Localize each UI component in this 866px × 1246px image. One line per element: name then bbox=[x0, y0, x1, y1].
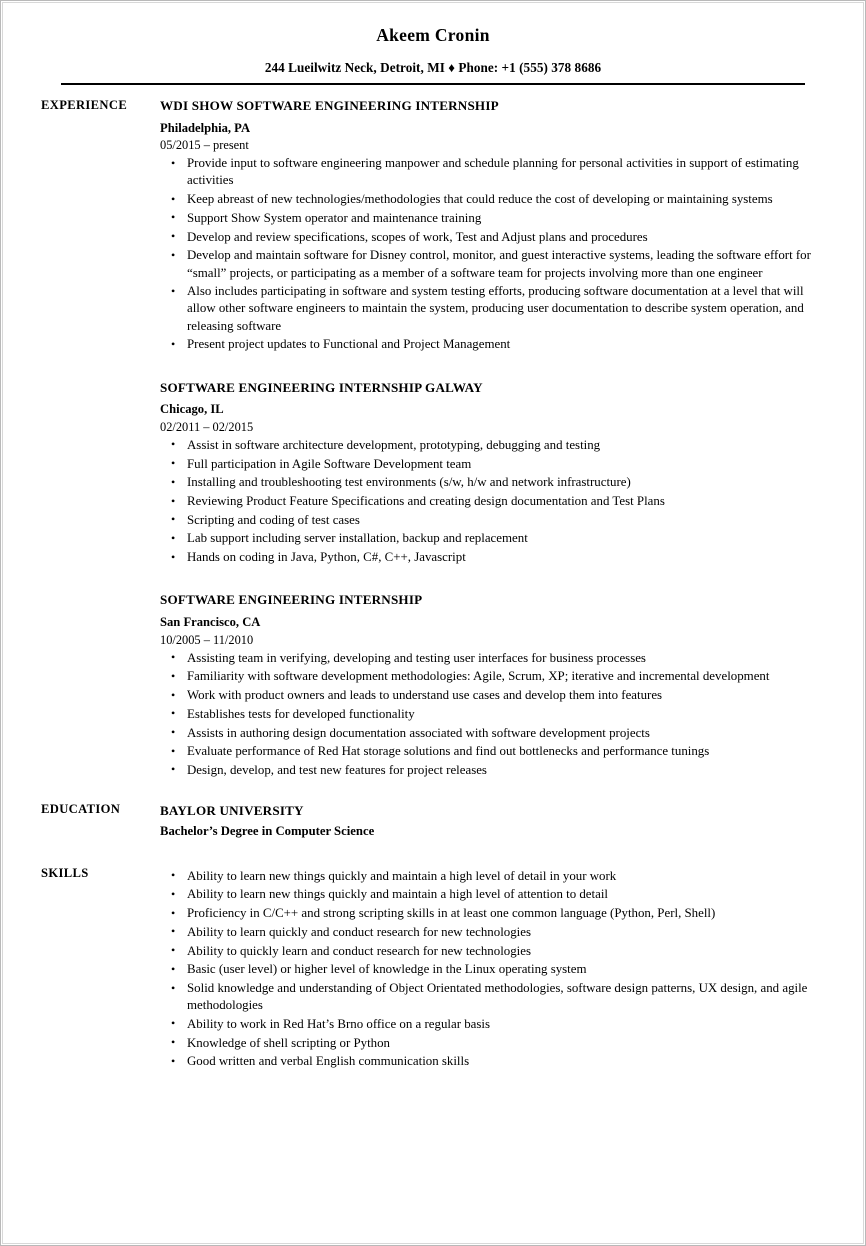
list-item: • Reviewing Product Feature Specifications and creating design documentation and Test Plans bbox=[160, 493, 835, 510]
education-degree: Bachelor’s Degree in Computer Science bbox=[160, 824, 375, 839]
list-item: • Assisting team in verifying, developing and testing user interfaces for business processes bbox=[160, 650, 835, 667]
job-location: Chicago, IL bbox=[160, 402, 224, 417]
job-responsibility-list bbox=[160, 650, 835, 780]
list-item: • Work with product owners and leads to understand use cases and develop them into features bbox=[160, 687, 835, 704]
list-item: • Familiarity with software development methodologies: Agile, Scrum, XP; iterative and incremental development bbox=[160, 668, 835, 685]
page-border bbox=[2, 2, 864, 1244]
education-section bbox=[3, 802, 863, 840]
skills-section bbox=[3, 866, 863, 1071]
list-item: • Ability to learn quickly and conduct research for new technologies bbox=[160, 924, 835, 941]
list-item: • Evaluate performance of Red Hat storage solutions and find out bottlenecks and performance tunings bbox=[160, 743, 835, 760]
job-entry bbox=[160, 380, 835, 567]
list-item: • Full participation in Agile Software Development team bbox=[160, 456, 835, 473]
candidate-contact-line: 244 Lueilwitz Neck, Detroit, MI ♦ Phone: +1 (555) 378 8686 bbox=[264, 60, 602, 75]
header-divider-rule bbox=[61, 83, 805, 85]
list-item: • Good written and verbal English communication skills bbox=[160, 1053, 835, 1070]
list-item: • Proficiency in C/C++ and strong scripting skills in at least one common language (Python, Perl, Shell) bbox=[160, 905, 835, 922]
list-item: • Support Show System operator and maintenance training bbox=[160, 210, 835, 227]
skills-label-column bbox=[3, 866, 160, 881]
job-dates: 05/2015 – present bbox=[160, 138, 249, 153]
job-location: Philadelphia, PA bbox=[160, 120, 251, 135]
resume-header bbox=[3, 3, 863, 76]
job-dates: 10/2005 – 11/2010 bbox=[160, 632, 254, 647]
experience-body-column bbox=[160, 98, 863, 779]
list-item: • Develop and review specifications, scopes of work, Test and Adjust plans and procedures bbox=[160, 229, 835, 246]
list-item: • Develop and maintain software for Disney control, monitor, and guest interactive systems, leading the software effort for “small” projects, or participating as a member of a software team for projects involving more than one engineer bbox=[160, 247, 835, 281]
job-dates: 02/2011 – 02/2015 bbox=[160, 419, 254, 434]
list-item: • Ability to work in Red Hat’s Brno office on a regular basis bbox=[160, 1016, 835, 1033]
list-item: • Ability to quickly learn and conduct research for new technologies bbox=[160, 943, 835, 960]
list-item: • Hands on coding in Java, Python, C#, C++, Javascript bbox=[160, 549, 835, 566]
candidate-name: Akeem Cronin bbox=[376, 25, 490, 45]
list-item: • Ability to learn new things quickly and maintain a high level of attention to detail bbox=[160, 886, 835, 903]
list-item: • Assists in authoring design documentation associated with software development projects bbox=[160, 725, 835, 742]
list-item: • Also includes participating in software and system testing efforts, producing software documentation at a level that will allow other software engineers to maintain the system, producing user documentation to describe system operation, and releasing software bbox=[160, 283, 835, 335]
education-school: BAYLOR UNIVERSITY bbox=[160, 803, 304, 819]
list-item: • Provide input to software engineering manpower and schedule planning for personal activities in support of estimating activities bbox=[160, 155, 835, 189]
list-item: • Establishes tests for developed functionality bbox=[160, 706, 835, 723]
section-label-education: EDUCATION bbox=[41, 802, 121, 817]
job-title: SOFTWARE ENGINEERING INTERNSHIP bbox=[160, 592, 423, 608]
list-item: • Design, develop, and test new features for project releases bbox=[160, 762, 835, 779]
list-item: • Installing and troubleshooting test environments (s/w, h/w and network infrastructure) bbox=[160, 474, 835, 491]
experience-section bbox=[3, 98, 863, 779]
education-body-column bbox=[160, 802, 863, 840]
skills-body-column bbox=[160, 866, 863, 1071]
job-responsibility-list bbox=[160, 155, 835, 353]
education-label-column bbox=[3, 802, 160, 817]
job-location: San Francisco, CA bbox=[160, 615, 261, 630]
list-item: • Keep abreast of new technologies/methodologies that could reduce the cost of developing or maintaining systems bbox=[160, 191, 835, 208]
job-title: SOFTWARE ENGINEERING INTERNSHIP GALWAY bbox=[160, 379, 483, 395]
list-item: • Present project updates to Functional and Project Management bbox=[160, 336, 835, 353]
job-entry bbox=[160, 98, 835, 354]
list-item: • Lab support including server installation, backup and replacement bbox=[160, 530, 835, 547]
section-label-experience: EXPERIENCE bbox=[41, 98, 128, 112]
resume-content bbox=[3, 3, 863, 1243]
section-label-skills: SKILLS bbox=[41, 865, 89, 880]
job-entry bbox=[160, 592, 835, 779]
list-item: • Scripting and coding of test cases bbox=[160, 512, 835, 529]
experience-label-column bbox=[3, 98, 160, 113]
list-item: • Assist in software architecture development, prototyping, debugging and testing bbox=[160, 437, 835, 454]
education-entry bbox=[160, 802, 835, 840]
skills-list bbox=[160, 868, 835, 1071]
list-item: • Ability to learn new things quickly and maintain a high level of detail in your work bbox=[160, 868, 835, 885]
job-title: WDI SHOW SOFTWARE ENGINEERING INTERNSHIP bbox=[160, 98, 499, 113]
list-item: • Knowledge of shell scripting or Python bbox=[160, 1035, 835, 1052]
job-responsibility-list bbox=[160, 437, 835, 567]
list-item: • Basic (user level) or higher level of knowledge in the Linux operating system bbox=[160, 961, 835, 978]
list-item: • Solid knowledge and understanding of Object Orientated methodologies, software design patterns, UX design, and agile methodologies bbox=[160, 980, 835, 1014]
